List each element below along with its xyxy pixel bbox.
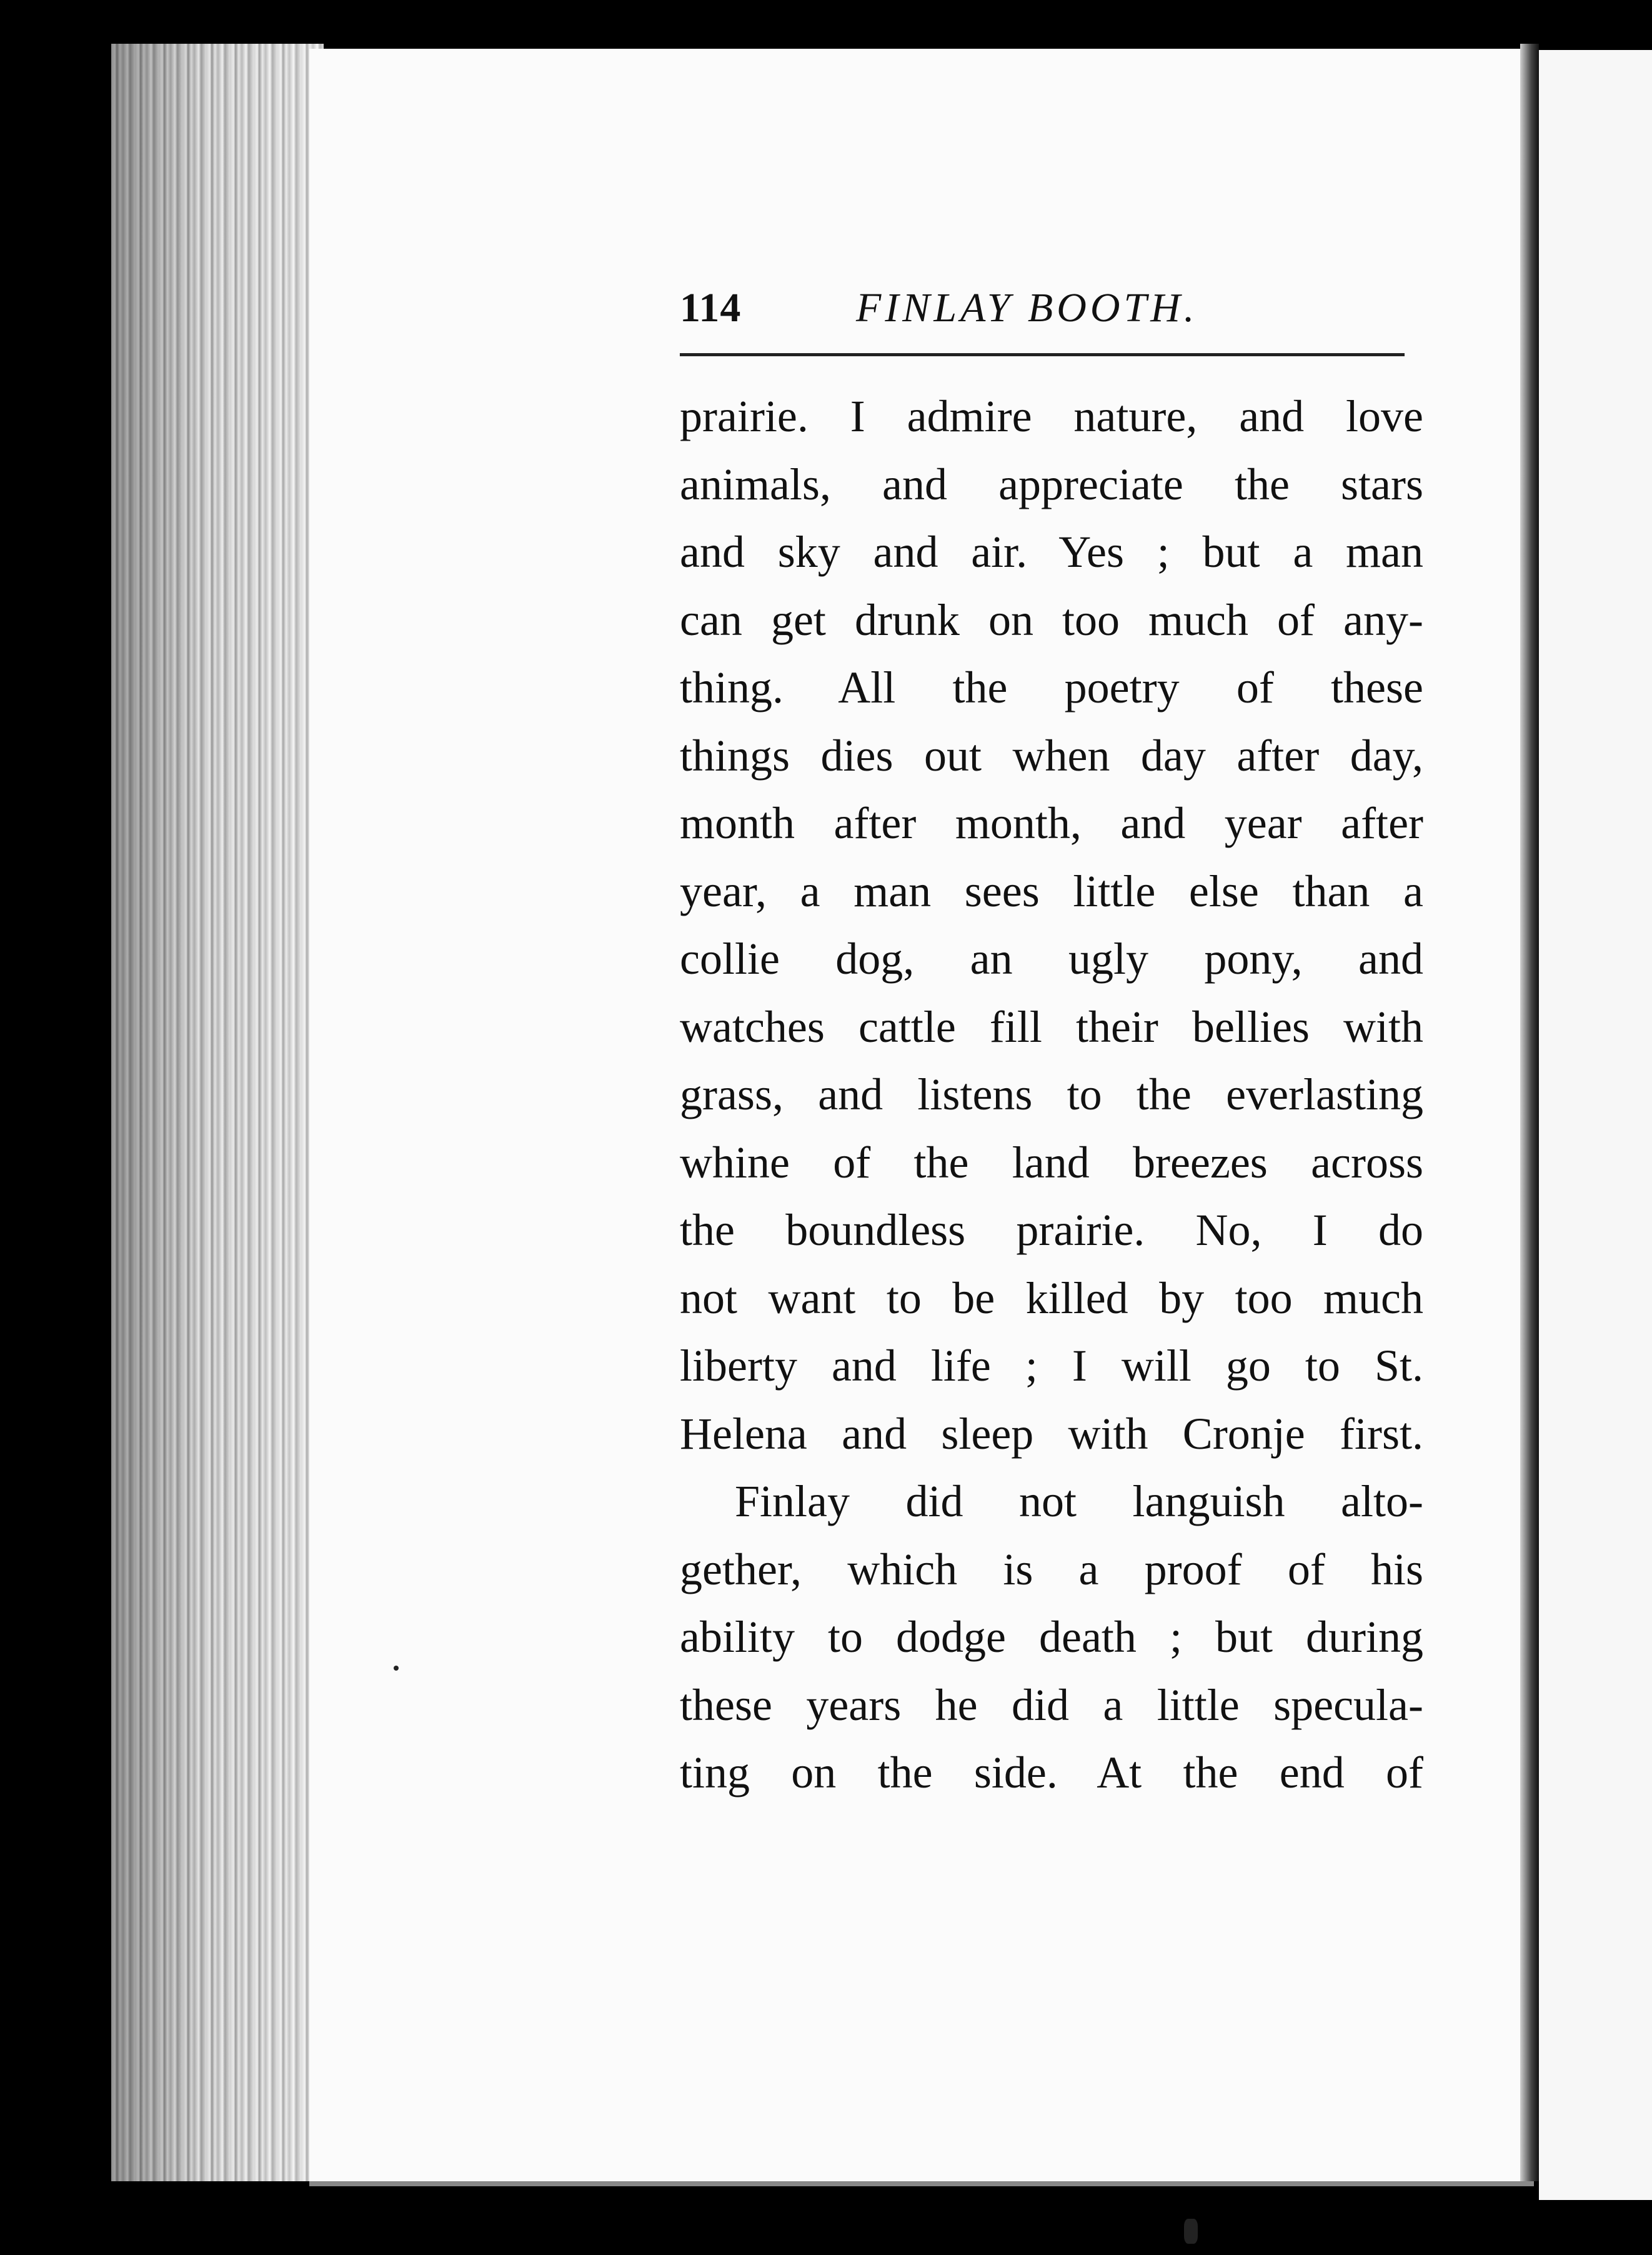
text-line: thing. All the poetry of these [680,662,1423,712]
header-rule [680,353,1405,356]
text-line: the boundless prairie. No, I do [680,1205,1423,1255]
text-line: ting on the side. At the end of [680,1748,1423,1798]
page-bottom-edge [309,2181,1534,2186]
stacked-page-edges [111,44,324,2181]
text-line: things dies out when day after day, [680,730,1423,781]
text-line: collie dog, an ugly pony, and [680,934,1423,984]
text-line: ability to dodge death ; but during [680,1612,1423,1662]
adjacent-page-edge [1539,50,1652,2200]
book-gutter [1520,44,1539,2181]
scan-speck [1184,2219,1198,2244]
text-line: year, a man sees little else than a [680,866,1423,916]
text-line: and sky and air. Yes ; but a man [680,527,1423,577]
text-line: watches cattle fill their bellies with [680,1001,1423,1052]
page-number: 114 [680,285,742,331]
text-line: grass, and listens to the everlasting [680,1069,1423,1119]
text-line: Helena and sleep with Cronje first. [680,1408,1423,1459]
text-line: month after month, and year after [680,798,1423,848]
running-head [680,284,1405,347]
text-line: prairie. I admire nature, and love [680,391,1423,441]
running-title: FINLAY BOOTH. [856,285,1198,331]
text-line: these years he did a little specula- [680,1679,1423,1730]
text-line: whine of the land breezes across [680,1137,1423,1188]
scan-speck [394,1666,399,1671]
text-line: animals, and appreciate the stars [680,459,1423,509]
paragraph-start-line: Finlay did not languish alto- [735,1476,1423,1526]
text-line: gether, which is a proof of his [680,1544,1423,1594]
text-line: can get drunk on too much of any- [680,594,1423,645]
text-line: not want to be killed by too much [680,1272,1423,1323]
body-text [680,382,1423,1807]
text-line: liberty and life ; I will go to St. [680,1341,1423,1391]
